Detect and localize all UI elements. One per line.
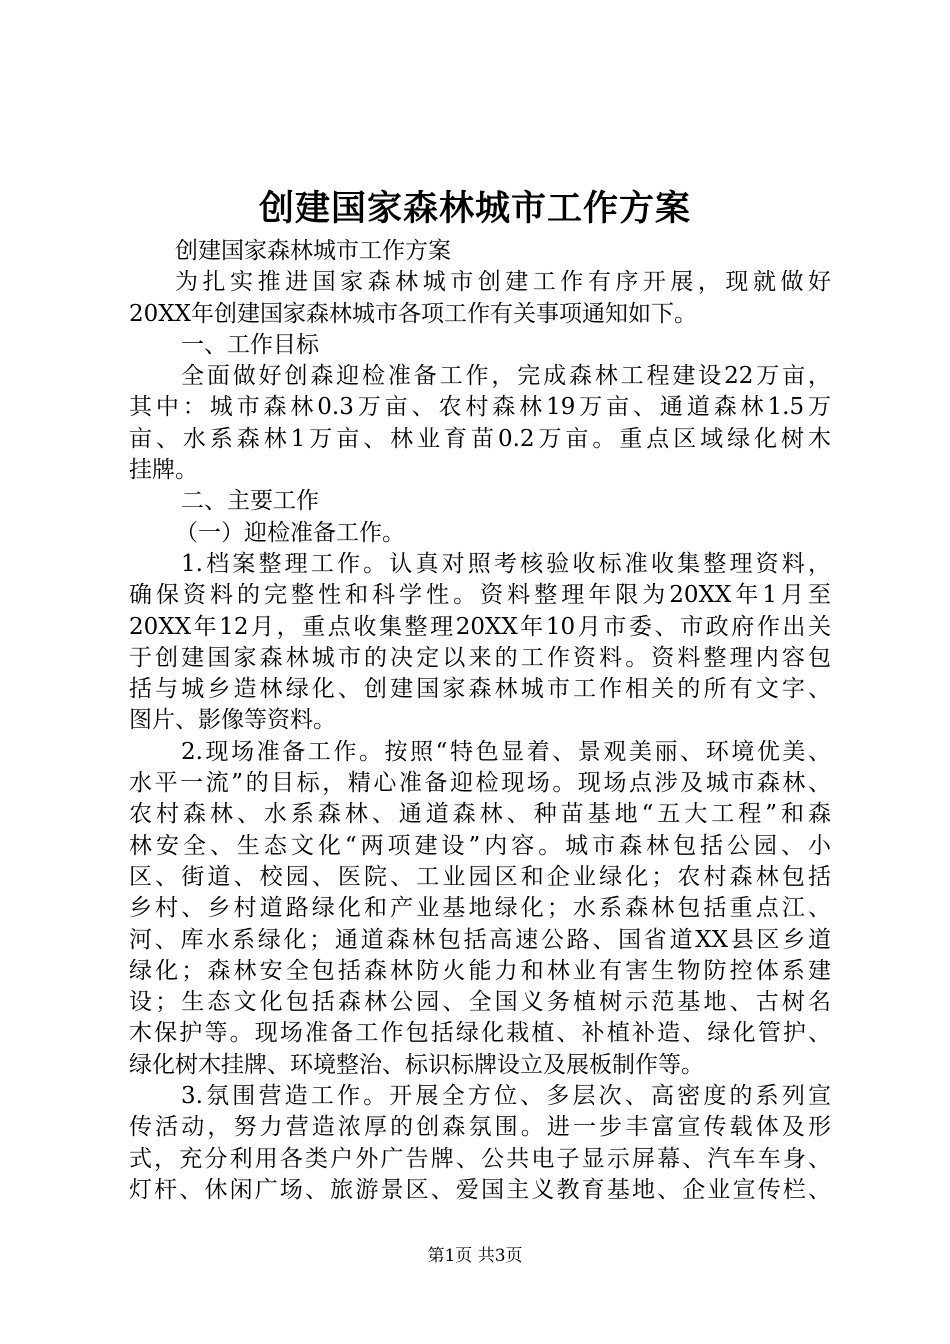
body-line: 于创建国家森林城市的决定以来的工作资料。资料整理内容包 <box>129 644 831 671</box>
body-line: 创建国家森林城市工作方案 <box>175 238 451 264</box>
body-line: 全面做好创森迎检准备工作，完成森林工程建设22万亩， <box>181 363 831 390</box>
document-title: 创建国家森林城市工作方案 <box>258 188 691 229</box>
body-line: 3.氛围营造工作。开展全方位、多层次、高密度的系列宣 <box>181 1083 831 1110</box>
body-line: 乡村、乡村道路绿化和产业基地绿化；水系森林包括重点江、 <box>129 895 831 922</box>
section-heading: 一、工作目标 <box>181 331 319 358</box>
body-line: 1.档案整理工作。认真对照考核验收标准收集整理资料， <box>181 550 831 577</box>
page-footer: 第1页 共3页 <box>427 1246 523 1266</box>
body-line: 图片、影像等资料。 <box>129 707 336 734</box>
body-line: 河、库水系绿化；通道森林包括高速公路、国省道XX县区乡道 <box>129 926 831 953</box>
body-line: 确保资料的完整性和科学性。资料整理年限为20XX年1月至 <box>129 582 831 609</box>
body-line: 为扎实推进国家森林城市创建工作有序开展，现就做好 <box>175 269 831 296</box>
body-line: 亩、水系森林1万亩、林业育苗0.2万亩。重点区域绿化树木 <box>129 425 831 452</box>
body-line: 灯杆、休闲广场、旅游景区、爱国主义教育基地、企业宣传栏、 <box>129 1176 831 1203</box>
body-line: 挂牌。 <box>129 457 198 484</box>
subsection-heading: （一）迎检准备工作。 <box>175 519 405 546</box>
body-line: 木保护等。现场准备工作包括绿化栽植、补植补造、绿化管护、 <box>129 1020 831 1047</box>
body-line: 设；生态文化包括森林公园、全国义务植树示范基地、古树名 <box>129 989 831 1016</box>
body-line: 农村森林、水系森林、通道森林、种苗基地“五大工程”和森 <box>129 801 831 828</box>
body-line: 绿化；森林安全包括森林防火能力和林业有害生物防控体系建 <box>129 957 831 984</box>
body-line: 区、街道、校园、医院、工业园区和企业绿化；农村森林包括 <box>129 863 831 890</box>
body-line: 式，充分利用各类户外广告牌、公共电子显示屏幕、汽车车身、 <box>129 1145 831 1172</box>
body-line: 传活动，努力营造浓厚的创森氛围。进一步丰富宣传载体及形 <box>129 1114 831 1141</box>
body-line: 其中：城市森林0.3万亩、农村森林19万亩、通道森林1.5万 <box>129 394 831 421</box>
body-line: 2.现场准备工作。按照“特色显着、景观美丽、环境优美、 <box>181 738 831 765</box>
body-line: 水平一流”的目标，精心准备迎检现场。现场点涉及城市森林、 <box>129 770 831 797</box>
body-line: 括与城乡造林绿化、创建国家森林城市工作相关的所有文字、 <box>129 676 831 703</box>
section-heading: 二、主要工作 <box>181 488 319 515</box>
body-line: 20XX年12月，重点收集整理20XX年10月市委、市政府作出关 <box>129 613 831 640</box>
document-body <box>129 236 831 1206</box>
body-line: 绿化树木挂牌、环境整治、标识标牌设立及展板制作等。 <box>129 1051 704 1078</box>
body-line: 20XX年创建国家森林城市各项工作有关事项通知如下。 <box>129 300 698 327</box>
body-line: 林安全、生态文化“两项建设”内容。城市森林包括公园、小 <box>129 832 831 859</box>
